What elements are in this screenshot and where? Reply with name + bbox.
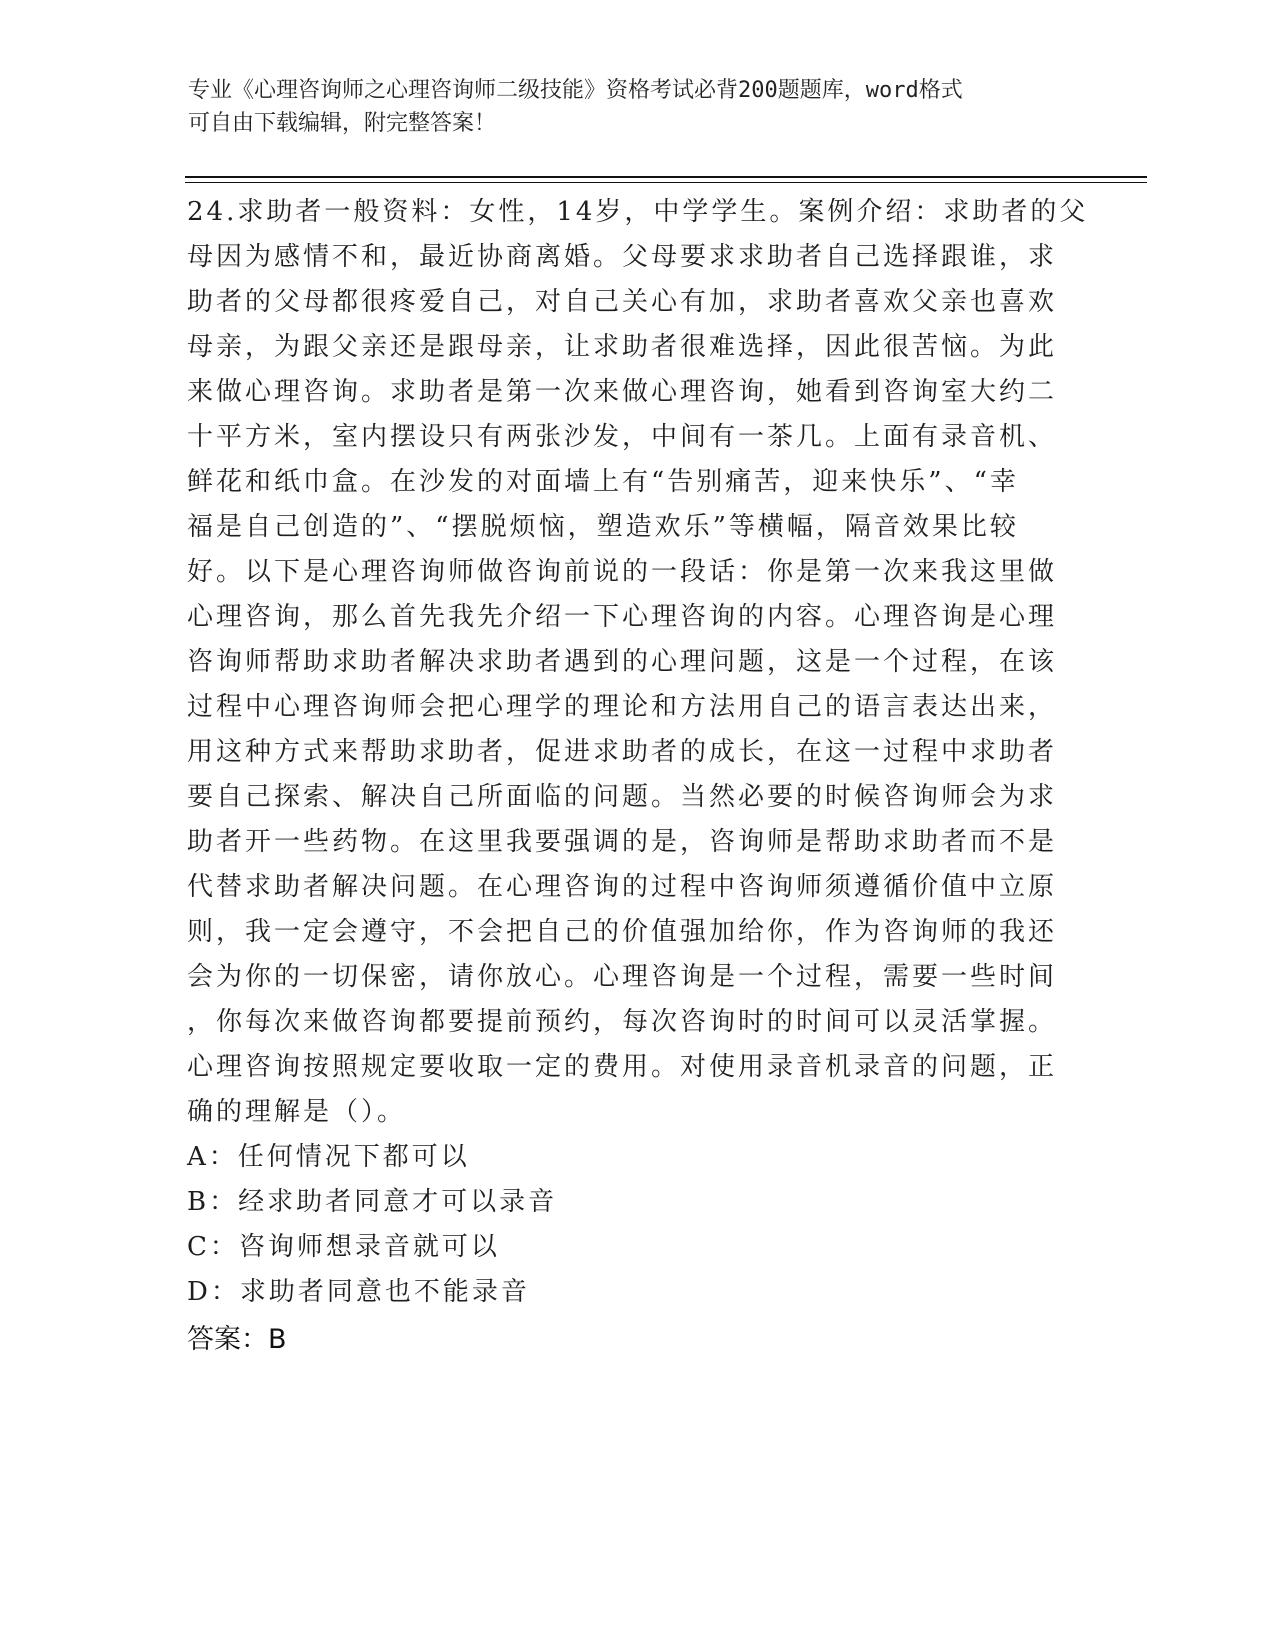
question-line: 母因为感情不和，最近协商离婚。父母要求求助者自己选择跟谁，求 — [187, 242, 1058, 272]
header-divider-thin — [185, 182, 1147, 183]
question-line: 鲜花和纸巾盒。在沙发的对面墙上有“告别痛苦，迎来快乐”、“幸 — [187, 467, 1019, 497]
header-divider-thick — [185, 176, 1147, 178]
question-line: 确的理解是（）。 — [187, 1097, 407, 1127]
header-line: 专业《心理咨询师之心理咨询师二级技能》资格考试必背200题题库，word格式 — [188, 78, 963, 103]
answer-options — [187, 1135, 1087, 1315]
question-line: 母亲，为跟父亲还是跟母亲，让求助者很难选择，因此很苦恼。为此 — [187, 332, 1058, 362]
question-line: 助者的父母都很疼爱自己，对自己关心有加，求助者喜欢父亲也喜欢 — [187, 287, 1058, 317]
question-line: 代替求助者解决问题。在心理咨询的过程中咨询师须遵循价值中立原 — [187, 872, 1058, 902]
option-c: C：咨询师想录音就可以 — [187, 1232, 500, 1262]
option-d: D：求助者同意也不能录音 — [187, 1277, 530, 1307]
question-line: 福是自己创造的”、“摆脱烦恼，塑造欢乐”等横幅，隔音效果比较 — [187, 512, 1019, 542]
header-line: 可自由下载编辑，附完整答案！ — [188, 111, 497, 136]
question-line: ，你每次来做咨询都要提前预约，每次咨询时的时间可以灵活掌握。 — [187, 1007, 1058, 1037]
question-text — [187, 190, 1087, 1135]
question-line: 则，我一定会遵守，不会把自己的价值强加给你，作为咨询师的我还 — [187, 917, 1058, 947]
question-line: 过程中心理咨询师会把心理学的理论和方法用自己的语言表达出来， — [187, 692, 1058, 722]
document-header — [188, 74, 1088, 140]
question-line: 24.求助者一般资料：女性，14岁，中学学生。案例介绍：求助者的父 — [187, 197, 1089, 227]
question-line: 用这种方式来帮助求助者，促进求助者的成长，在这一过程中求助者 — [187, 737, 1058, 767]
answer-key: 答案：B — [187, 1324, 287, 1355]
option-a: A：任何情况下都可以 — [187, 1142, 470, 1172]
question-line: 心理咨询，那么首先我先介绍一下心理咨询的内容。心理咨询是心理 — [187, 602, 1058, 632]
question-line: 助者开一些药物。在这里我要强调的是，咨询师是帮助求助者而不是 — [187, 827, 1058, 857]
question-line: 十平方米，室内摆设只有两张沙发，中间有一茶几。上面有录音机、 — [187, 422, 1058, 452]
option-b: B：经求助者同意才可以录音 — [187, 1187, 558, 1217]
question-line: 心理咨询按照规定要收取一定的费用。对使用录音机录音的问题，正 — [187, 1052, 1058, 1082]
question-line: 好。以下是心理咨询师做咨询前说的一段话：你是第一次来我这里做 — [187, 557, 1058, 587]
question-line: 咨询师帮助求助者解决求助者遇到的心理问题，这是一个过程，在该 — [187, 647, 1058, 677]
question-line: 来做心理咨询。求助者是第一次来做心理咨询，她看到咨询室大约二 — [187, 377, 1058, 407]
question-line: 要自己探索、解决自己所面临的问题。当然必要的时候咨询师会为求 — [187, 782, 1058, 812]
question-line: 会为你的一切保密，请你放心。心理咨询是一个过程，需要一些时间 — [187, 962, 1058, 992]
